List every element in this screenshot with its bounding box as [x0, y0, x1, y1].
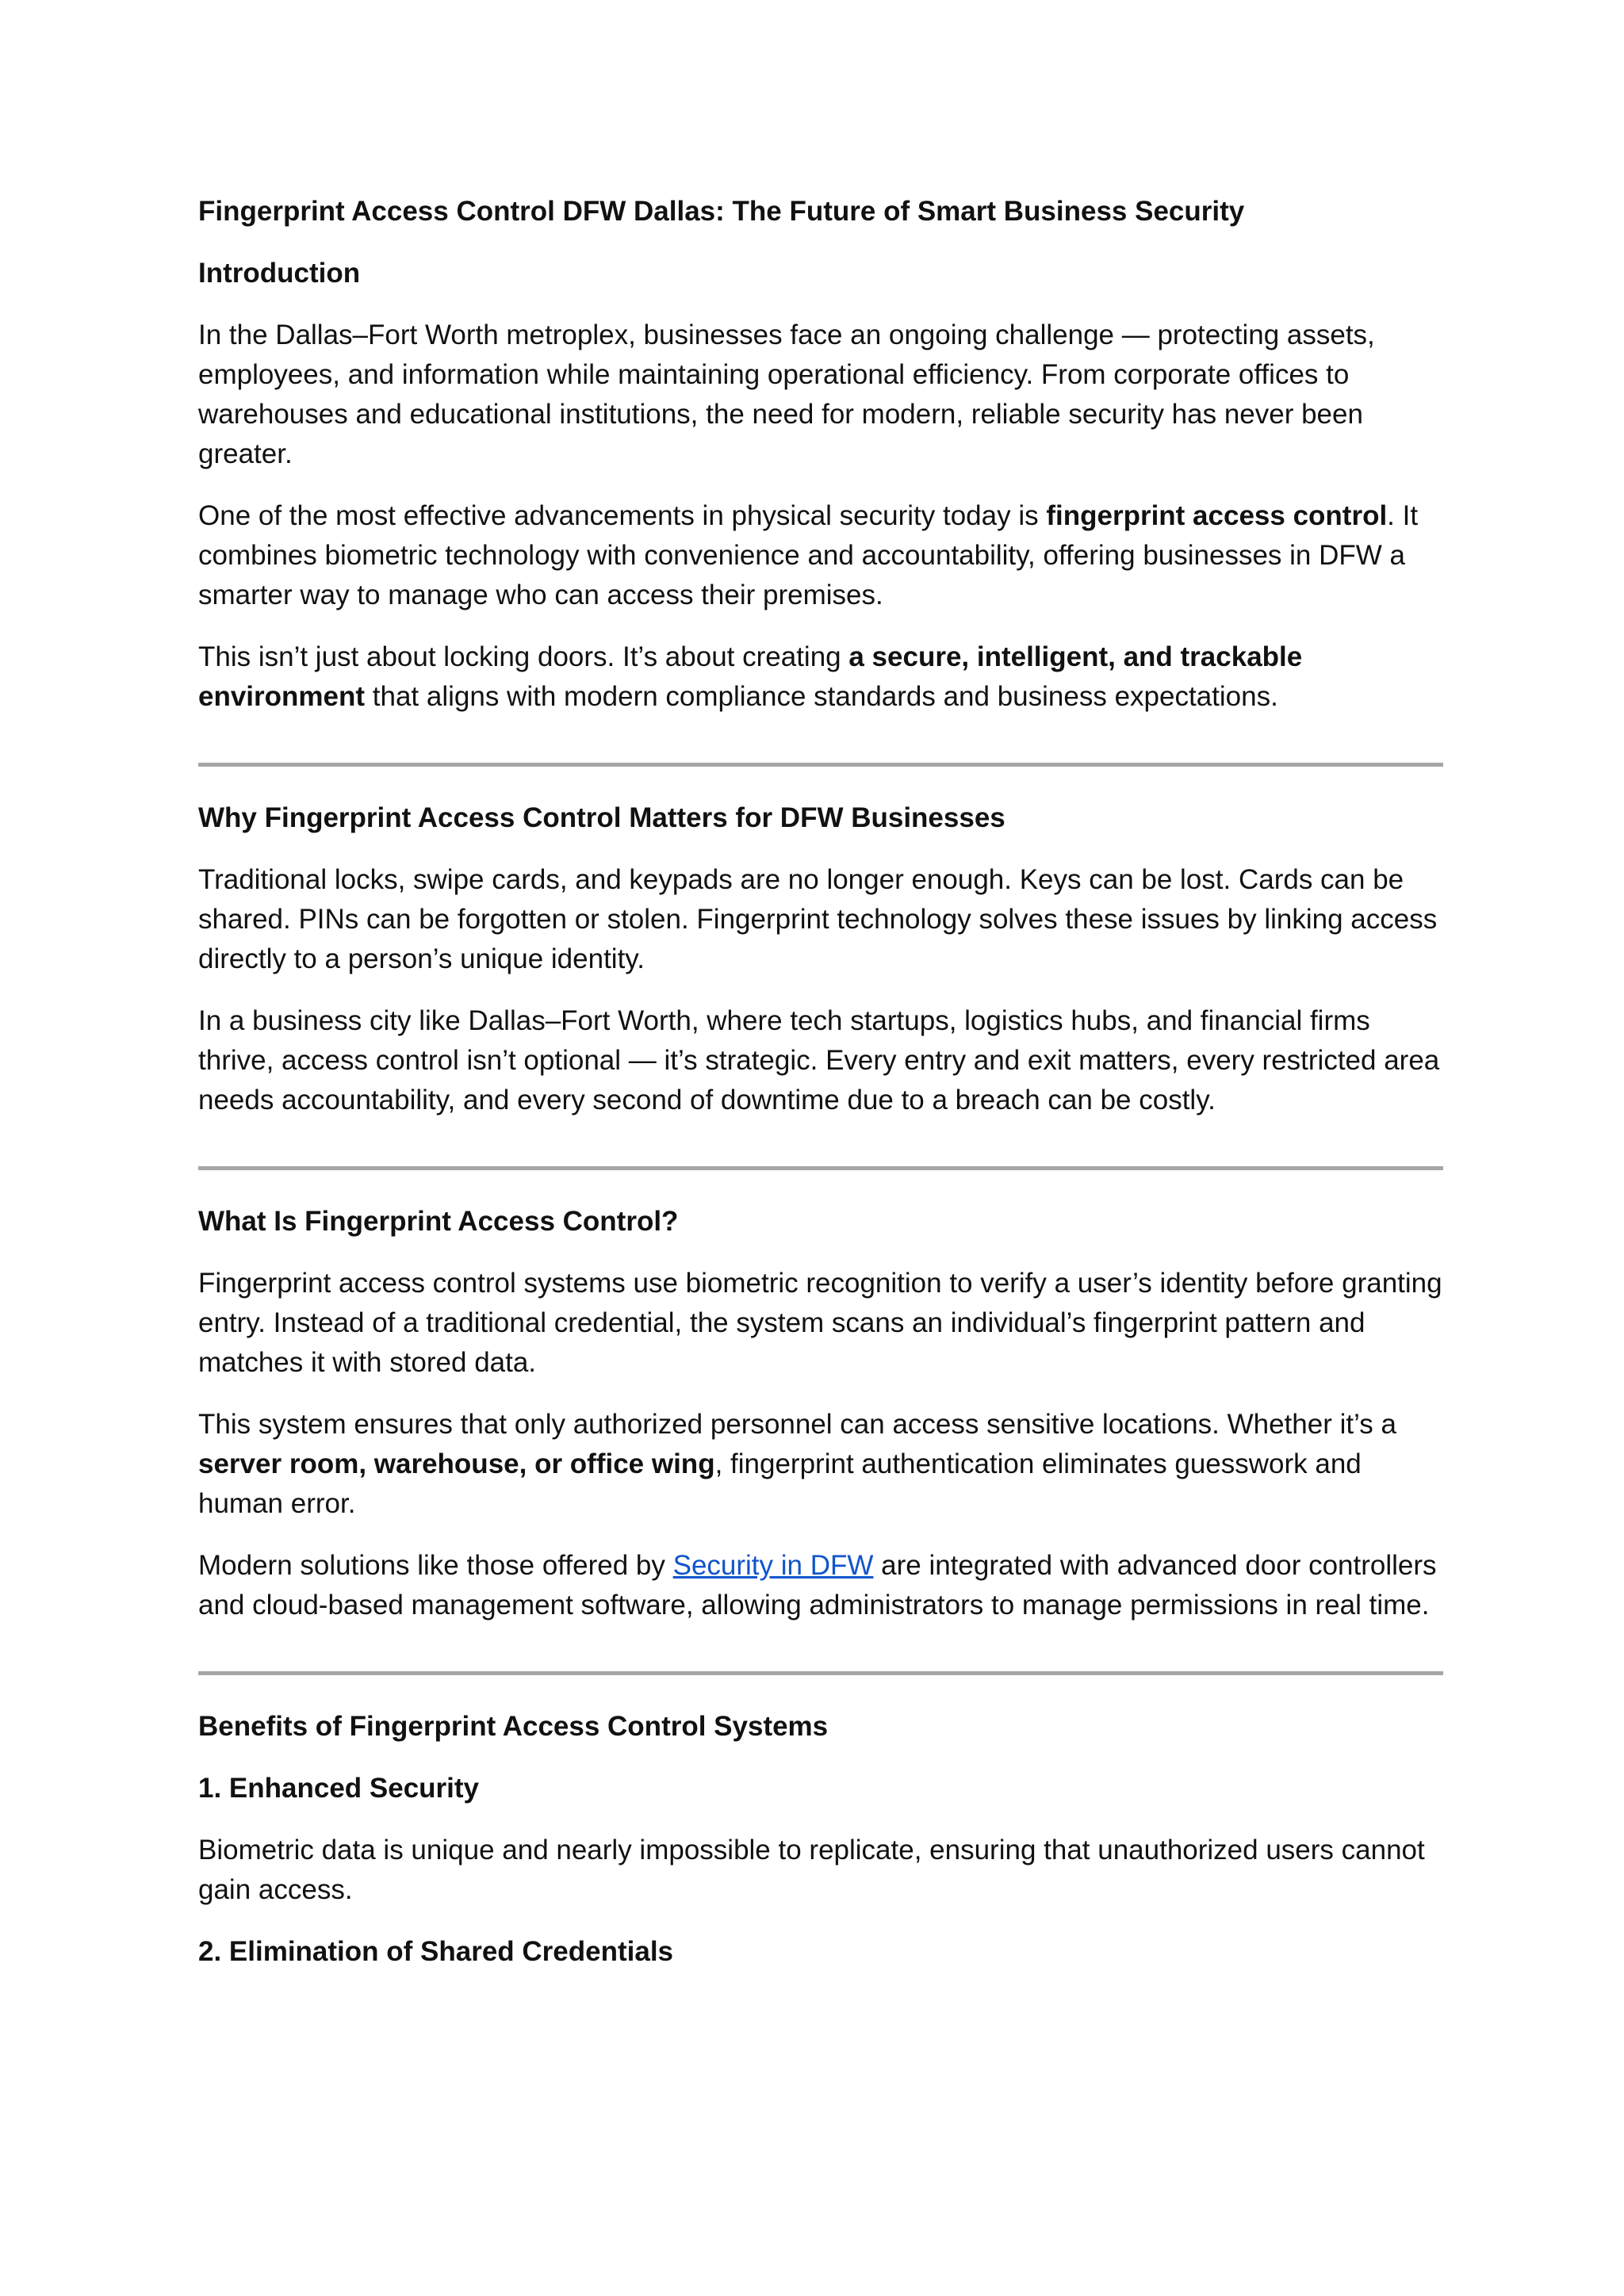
security-in-dfw-link[interactable]: Security in DFW — [672, 1550, 874, 1581]
document-page — [198, 192, 1443, 1972]
intro-paragraph-2 — [198, 496, 1443, 615]
intro-p3-text-b: that aligns with modern compliance standards and business expectations. — [365, 681, 1278, 712]
what-paragraph-2 — [198, 1405, 1443, 1524]
why-heading: Why Fingerprint Access Control Matters for DFW Businesses — [198, 802, 1005, 833]
intro-p3-text-a: This isn’t just about locking doors. It’s about creating — [198, 641, 849, 672]
what-heading: What Is Fingerprint Access Control? — [198, 1206, 679, 1237]
intro-p2-text-a: One of the most effective advancements in physical security today is — [198, 500, 1047, 531]
intro-paragraph-3 — [198, 637, 1443, 717]
why-paragraph-2: In a business city like Dallas–Fort Worth, where tech startups, logistics hubs, and financial firms thrive, access control isn’t optional — it’s strategic. Every entry and exit matters, every restricted area needs accountability, and every second of downtime due to a breach can be costly. — [198, 1005, 1440, 1115]
section-divider-3 — [198, 1671, 1443, 1675]
intro-p3-bold: a secure, intelligent, and trackable environment — [198, 641, 1303, 712]
intro-heading: Introduction — [198, 258, 361, 289]
what-p2-bold: server room, warehouse, or office wing — [198, 1448, 715, 1479]
what-paragraph-1: Fingerprint access control systems use biometric recognition to verify a user’s identity before granting entry. Instead of a traditional credential, the system scans an individual’s fingerprint pattern and matches it with stored data. — [198, 1268, 1442, 1378]
benefits-heading: Benefits of Fingerprint Access Control Systems — [198, 1711, 829, 1742]
document-title: Fingerprint Access Control DFW Dallas: The Future of Smart Business Security — [198, 196, 1245, 227]
intro-paragraph-1: In the Dallas–Fort Worth metroplex, businesses face an ongoing challenge — protecting assets, employees, and information while maintaining operational efficiency. From corporate offices to warehouses and educational institutions, the need for modern, reliable security has never been greater. — [198, 320, 1375, 469]
benefit-1-heading: 1. Enhanced Security — [198, 1773, 480, 1804]
intro-p2-text-b: . It combines biometric technology with convenience and accountability, offering businesses in DFW a smarter way to manage who can access their premises. — [198, 500, 1419, 610]
what-p3-text-b: are integrated with advanced door controllers and cloud-based management software, allowing administrators to manage permissions in real time. — [198, 1550, 1437, 1621]
what-p3-text-a: Modern solutions like those offered by — [198, 1550, 673, 1581]
what-p2-text-a: This system ensures that only authorized personnel can access sensitive locations. Whether it’s a — [198, 1409, 1396, 1440]
intro-p2-bold: fingerprint access control — [1046, 500, 1388, 531]
what-paragraph-3 — [198, 1546, 1443, 1625]
section-divider-1 — [198, 763, 1443, 767]
benefit-2-heading: 2. Elimination of Shared Credentials — [198, 1936, 674, 1967]
benefit-1-paragraph: Biometric data is unique and nearly impossible to replicate, ensuring that unauthorized users cannot gain access. — [198, 1835, 1425, 1905]
what-p2-text-b: , fingerprint authentication eliminates guesswork and human error. — [198, 1448, 1362, 1519]
why-paragraph-1: Traditional locks, swipe cards, and keypads are no longer enough. Keys can be lost. Cards can be shared. PINs can be forgotten or stolen. Fingerprint technology solves these issues by linking access directly to a person’s unique identity. — [198, 864, 1438, 974]
section-divider-2 — [198, 1166, 1443, 1170]
